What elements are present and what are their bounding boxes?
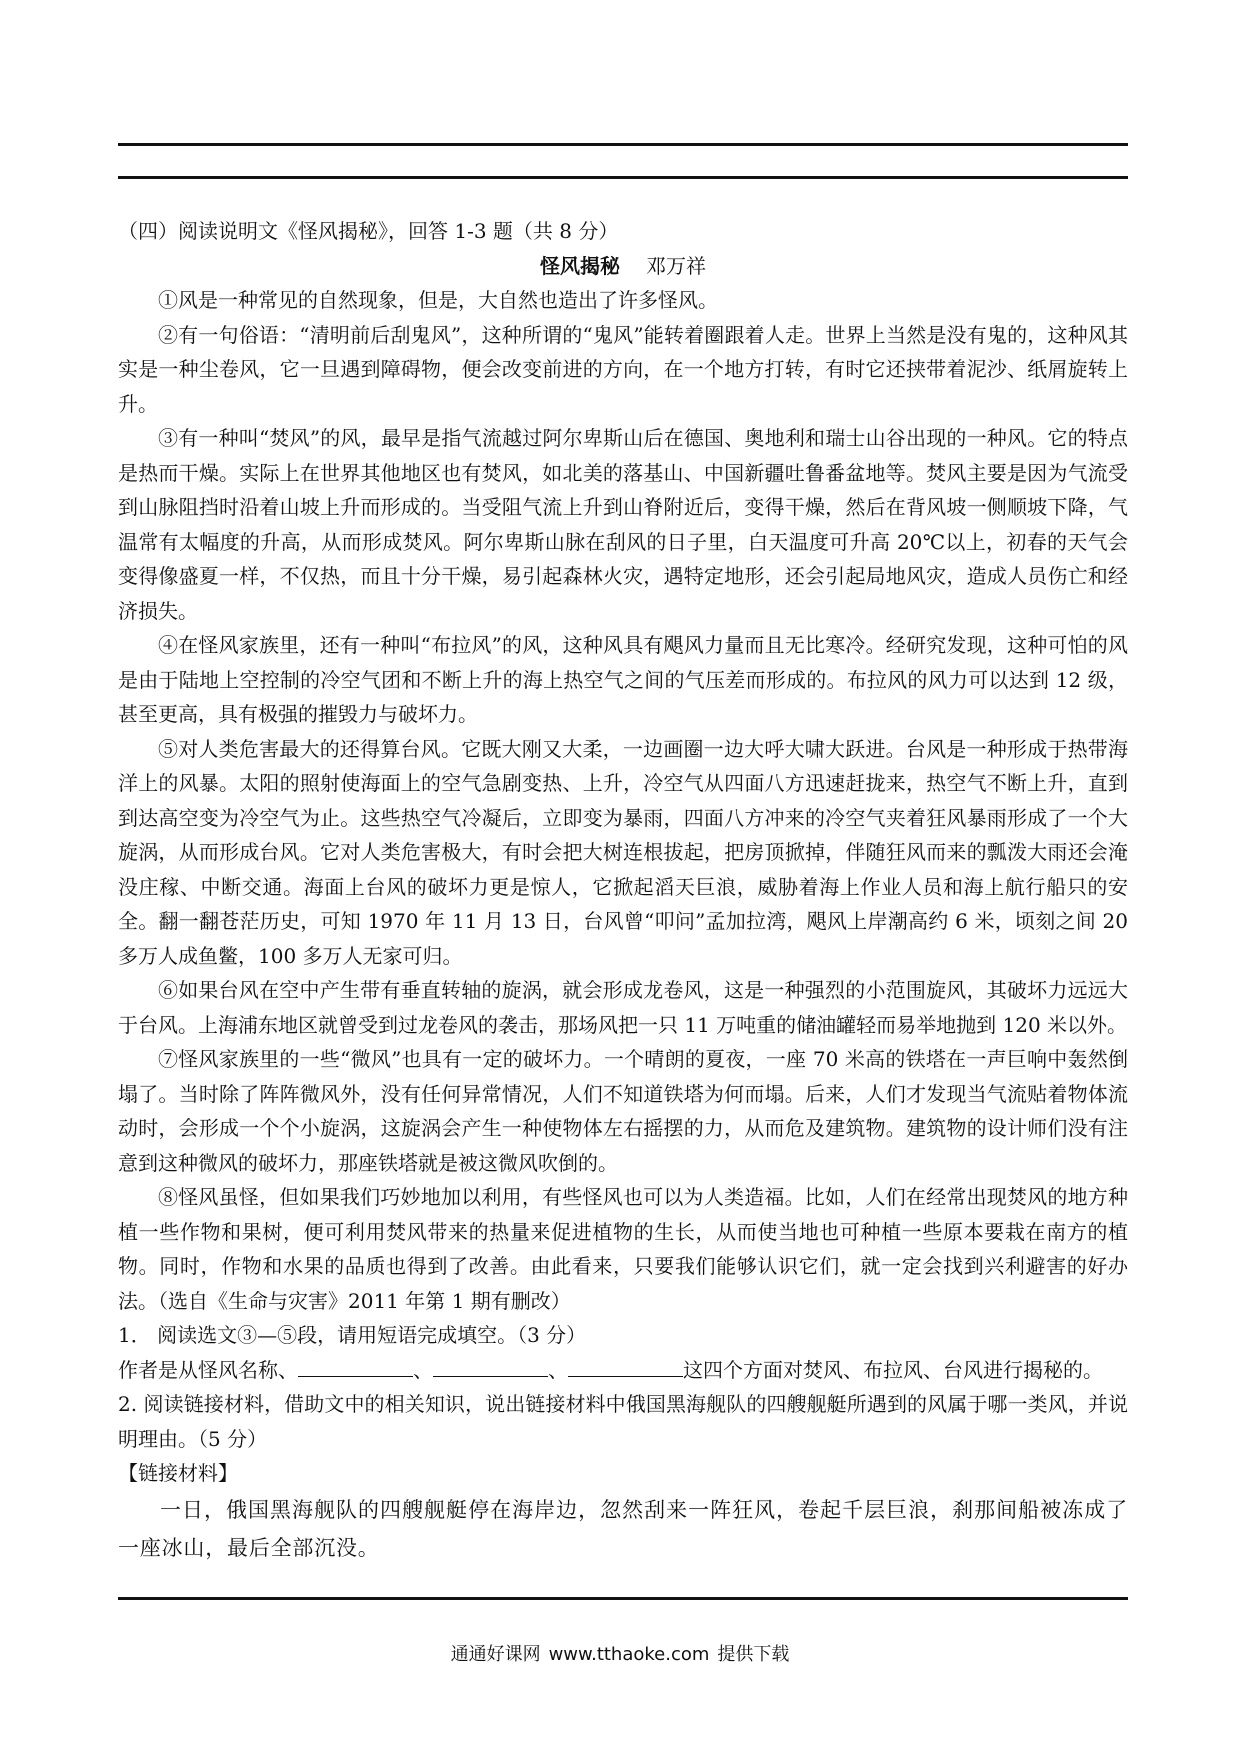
question-1-fill-end: 这四个方面对焚风、布拉风、台风进行揭秘的。 [683, 1357, 1103, 1382]
question-1-fill-line [118, 1353, 1128, 1388]
paragraph-7: ⑦怪风家族里的一些“微风”也具有一定的破坏力。一个晴朗的夏夜，一座 70 米高的铁塔在一声巨响中轰然倒塌了。当时除了阵阵微风外，没有任何异常情况，人们不知道铁塔为何而塌。后来，人们才发现当气流贴着物体流动时，会形成一个个小旋涡，这旋涡会产生一种使物体左右摇摆的力，从而危及建筑物。建筑物的设计师们没有注意到这种微风的破坏力，那座铁塔就是被这微风吹倒的。 [118, 1047, 1128, 1175]
footer-site-name: 通通好课网 [450, 1644, 541, 1665]
link-material-body: 一日，俄国黑海舰队的四艘舰艇停在海岸边，忽然刮来一阵狂风，卷起千层巨浪，刹那间船被冻成了一座冰山，最后全部沉没。 [118, 1497, 1128, 1560]
document-body [118, 214, 1128, 1567]
question-2-prompt: 2. 阅读链接材料，借助文中的相关知识，说出链接材料中俄国黑海舰队的四艘舰艇所遇到的风属于哪一类风，并说明理由。（5 分） [118, 1392, 1128, 1451]
paragraph-2: ②有一句俗语：“清明前后刮鬼风”，这种所谓的“鬼风”能转着圈跟着人走。世界上当然是没有鬼的，这种风其实是一种尘卷风，它一旦遇到障碍物，便会改变前进的方向，在一个地方打转，有时它还挟带着泥沙、纸屑旋转上升。 [118, 322, 1128, 416]
paragraph-6: ⑥如果台风在空中产生带有垂直转轴的旋涡，就会形成龙卷风，这是一种强烈的小范围旋风，其破坏力远远大于台风。上海浦东地区就曾受到过龙卷风的袭击，那场风把一只 11 万吨重的储油罐轻而易举地抛到 120 米以外。 [118, 978, 1128, 1037]
footer-rule [118, 1597, 1128, 1600]
paragraph-1: ①风是一种常见的自然现象，但是，大自然也造出了许多怪风。 [158, 288, 718, 312]
paragraph-4: ④在怪风家族里，还有一种叫“布拉风”的风，这种风具有飓风力量而且无比寒冷。经研究发现，这种可怕的风是由于陆地上空控制的冷空气团和不断上升的海上热空气之间的气压差而形成的。布拉风的风力可以达到 12 级，甚至更高，具有极强的摧毁力与破坏力。 [118, 633, 1128, 726]
footer-url[interactable]: www.tthaoke.com [548, 1644, 710, 1665]
answer-blank-1[interactable] [298, 1354, 413, 1377]
paragraph-5: ⑤对人类危害最大的还得算台风。它既大刚又大柔，一边画圈一边大呼大啸大跃进。台风是一种形成于热带海洋上的风暴。太阳的照射使海面上的空气急剧变热、上升，冷空气从四面八方迅速赶拢来，热空气不断上升，直到到达高空变为冷空气为止。这些热空气冷凝后，立即变为暴雨，四面八方冲来的冷空气夹着狂风暴雨形成了一个大旋涡，从而形成台风。它对人类危害极大，有时会把大树连根拔起，把房顶掀掉，伴随狂风而来的瓢泼大雨还会淹没庄稼、中断交通。海面上台风的破坏力更是惊人，它掀起滔天巨浪，威胁着海上作业人员和海上航行船只的安全。翻一翻苍茫历史，可知 1970 年 11 月 13 日，台风曾“叩问”孟加拉湾，飓风上岸潮高约 6 米，顷刻之间 20 多万人成鱼鳖，100 多万人无家可归。 [118, 736, 1128, 968]
question-1-fill-start: 作者是从怪风名称、 [118, 1357, 298, 1382]
footer-suffix: 提供下载 [717, 1644, 790, 1665]
question-1-separator-2: 、 [548, 1357, 568, 1382]
header-rule-bottom [118, 176, 1128, 179]
answer-blank-3[interactable] [568, 1354, 683, 1377]
question-1-separator-1: 、 [413, 1357, 433, 1382]
header-rule-top [118, 143, 1128, 146]
article-author: 邓万祥 [646, 253, 706, 278]
article-title-line [118, 249, 1128, 284]
question-1-prompt: 1． 阅读选文③—⑤段，请用短语完成填空。（3 分） [118, 1323, 587, 1347]
page-footer [0, 1640, 1240, 1666]
paragraph-8: ⑧怪风虽怪，但如果我们巧妙地加以利用，有些怪风也可以为人类造福。比如，人们在经常出现焚风的地方种植一些作物和果树，便可利用焚风带来的热量来促进植物的生长，从而使当地也可种植一些原本要栽在南方的植物。同时，作物和水果的品质也得到了改善。由此看来，只要我们能够认识它们，就一定会找到兴利避害的好办法。（选自《生命与灾害》2011 年第 1 期有删改） [118, 1185, 1128, 1313]
link-material-heading: 【链接材料】 [118, 1461, 238, 1485]
section-heading: （四）阅读说明文《怪风揭秘》，回答 1-3 题（共 8 分） [118, 219, 619, 243]
article-title: 怪风揭秘 [540, 253, 620, 278]
answer-blank-2[interactable] [433, 1354, 548, 1377]
paragraph-3: ③有一种叫“焚风”的风，最早是指气流越过阿尔卑斯山后在德国、奥地利和瑞士山谷出现的一种风。它的特点是热而干燥。实际上在世界其他地区也有焚风，如北美的落基山、中国新疆吐鲁番盆地等。焚风主要是因为气流受到山脉阻挡时沿着山坡上升而形成的。当受阻气流上升到山脊附近后，变得干燥，然后在背风坡一侧顺坡下降，气温常有太幅度的升高，从而形成焚风。阿尔卑斯山脉在刮风的日子里，白天温度可升高 20℃以上，初春的天气会变得像盛夏一样，不仅热，而且十分干燥，易引起森林火灾，遇特定地形，还会引起局地风灾，造成人员伤亡和经济损失。 [118, 426, 1128, 623]
